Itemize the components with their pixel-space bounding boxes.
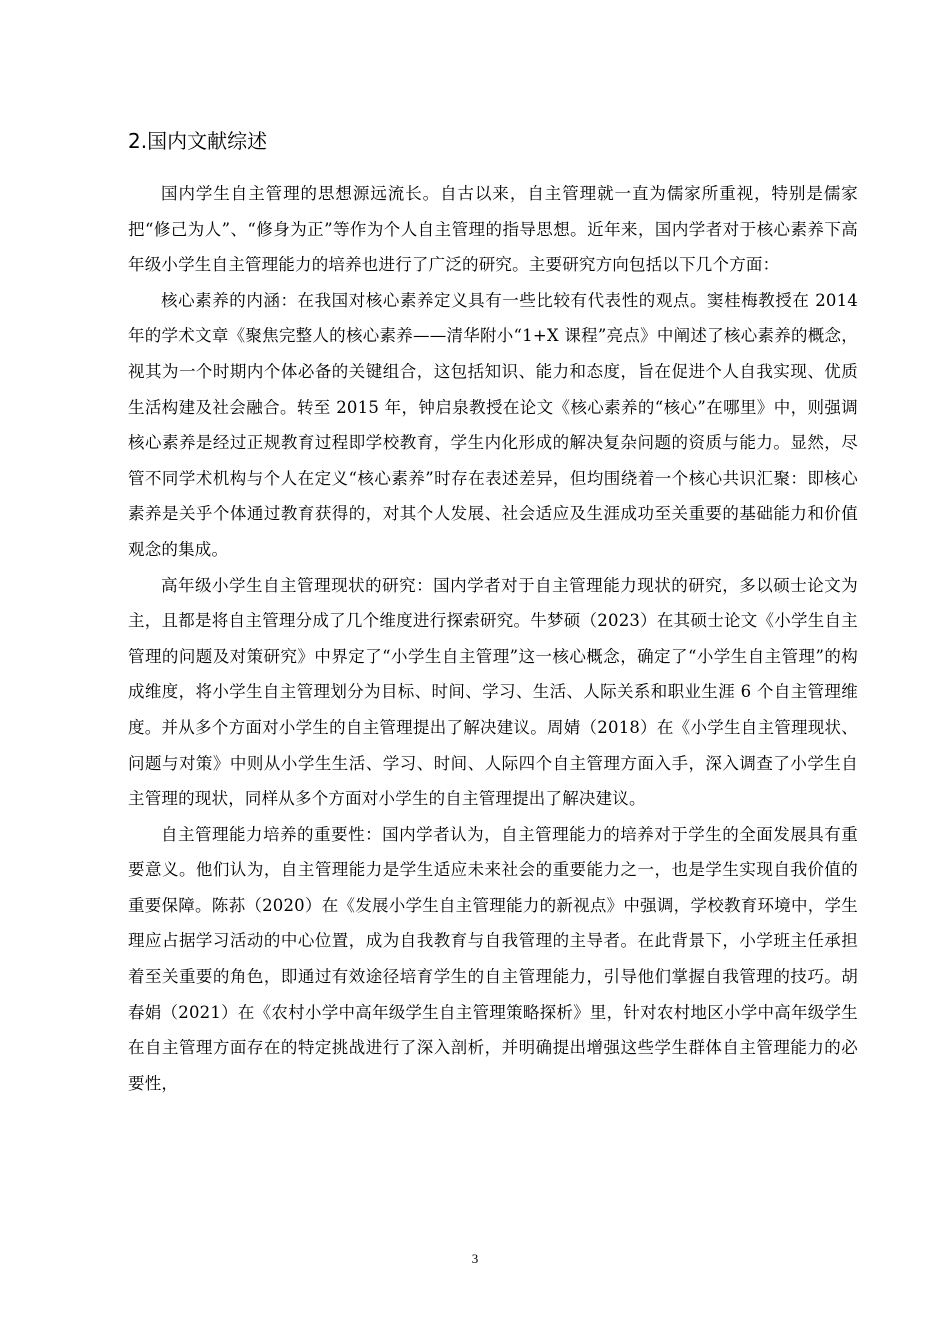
page-number: 3 [471, 1251, 479, 1266]
paragraph-core-literacy: 核心素养的内涵：在我国对核心素养定义具有一些比较有代表性的观点。窦桂梅教授在 2014 年的学术文章《聚焦完整人的核心素养——清华附小“1+X 课程”亮点》中阐述了核心素养的概念，视其为一个时期内个体必备的关键组合，这包括知识、能力和态度，旨在促进个人自我实现、优质生活构建及社会融合。转至 2015 年，钟启泉教授在论文《核心素养的“核心”在哪里》中，则强调核心素养是经过正规教育过程即学校教育，学生内化形成的解决复杂问题的资质与能力。显然，尽管不同学术机构与个人在定义“核心素养”时存在表述差异，但均围绕着一个核心共识汇聚：即核心素养是关乎个体通过教育获得的，对其个人发展、社会适应及生涯成功至关重要的基础能力和价值观念的集成。 [128, 290, 858, 559]
body-text [128, 176, 858, 1101]
section-heading: 2.国内文献综述 [128, 129, 268, 153]
paragraph-importance: 自主管理能力培养的重要性：国内学者认为，自主管理能力的培养对于学生的全面发展具有重要意义。他们认为，自主管理能力是学生适应未来社会的重要能力之一，也是学生实现自我价值的重要保障。陈荪（2020）在《发展小学生自主管理能力的新视点》中强调，学校教育环境中，学生理应占据学习活动的中心位置，成为自我教育与自我管理的主导者。在此背景下，小学班主任承担着至关重要的角色，即通过有效途径培育学生的自主管理能力，引导他们掌握自我管理的技巧。胡春娟（2021）在《农村小学中高年级学生自主管理策略探析》里，针对农村地区小学中高年级学生在自主管理方面存在的特定挑战进行了深入剖析，并明确提出增强这些学生群体自主管理能力的必要性， [128, 824, 858, 1093]
paragraph-status-research: 高年级小学生自主管理现状的研究：国内学者对于自主管理能力现状的研究，多以硕士论文为主，且都是将自主管理分成了几个维度进行探索研究。牛梦硕（2023）在其硕士论文《小学生自主管理的问题及对策研究》中界定了“小学生自主管理”这一核心概念，确定了“小学生自主管理”的构成维度，将小学生自主管理划分为目标、时间、学习、生活、人际关系和职业生涯 6 个自主管理维度。并从多个方面对小学生的自主管理提出了解决建议。周婧（2018）在《小学生自主管理现状、问题与对策》中则从小学生生活、学习、时间、人际四个自主管理方面入手，深入调查了小学生自主管理的现状，同样从多个方面对小学生的自主管理提出了解决建议。 [128, 575, 858, 809]
paragraph-intro: 国内学生自主管理的思想源远流长。自古以来，自主管理就一直为儒家所重视，特别是儒家把“修己为人”、“修身为正”等作为个人自主管理的指导思想。近年来，国内学者对于核心素养下高年级小学生自主管理能力的培养也进行了广泛的研究。主要研究方向包括以下几个方面： [128, 184, 858, 275]
